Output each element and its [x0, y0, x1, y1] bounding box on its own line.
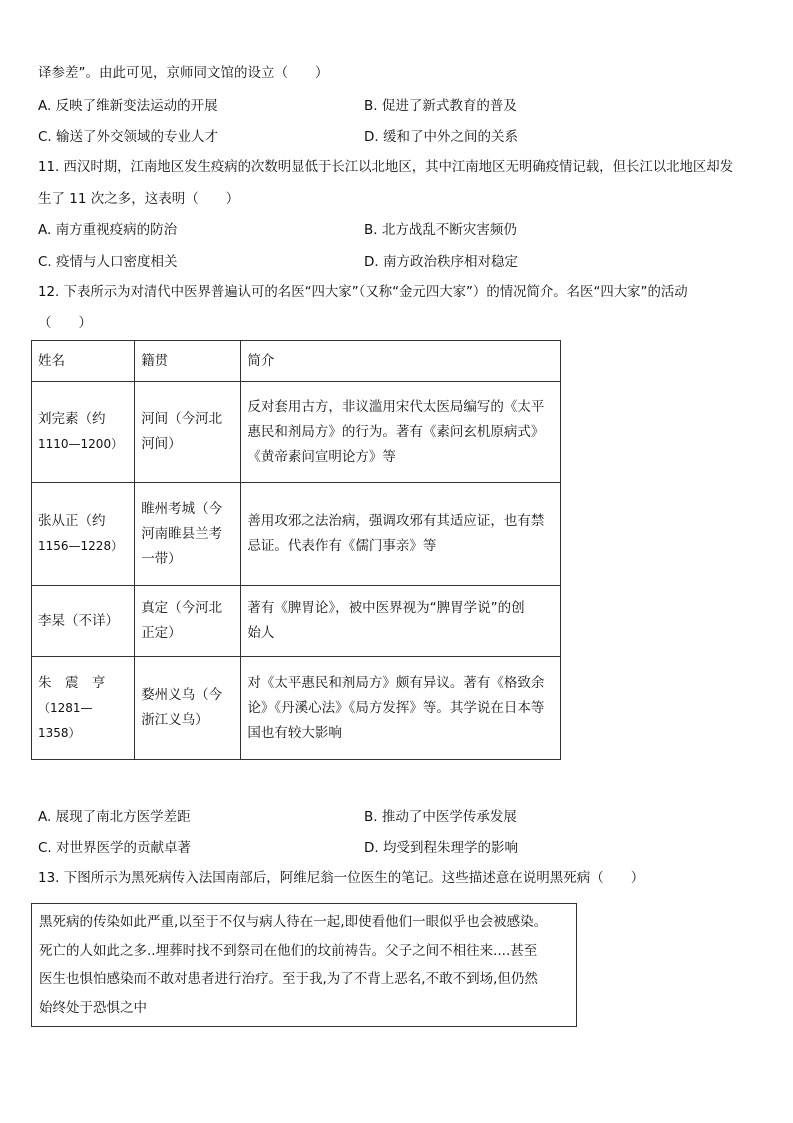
cell-intro [241, 586, 561, 657]
doctor-dates: 1156—1228） [38, 539, 124, 553]
origin-line: 正定） [141, 625, 182, 641]
q11-option-c: C. 疫情与人口密度相关 [38, 254, 178, 270]
intro-line: 著有《脾胃论》，被中医界视为“脾胃学说”的创 [247, 600, 525, 616]
quote-line: 始终处于恐惧之中 [39, 999, 147, 1016]
origin-line: 浙江义乌） [141, 712, 209, 728]
origin-line: 一带） [141, 550, 182, 567]
cell-name [32, 657, 135, 760]
cell-name [32, 483, 135, 586]
table-row [32, 586, 561, 657]
doctors-table [31, 340, 561, 760]
q12-stem-line1: 12. 下表所示为对清代中医界普遍认可的名医“四大家”（又称“金元四大家”）的情况简介。名医“四大家”的活动 [38, 285, 688, 300]
quote-line: 医生也惧怕感染而不敢对患者进行治疗。至于我,为了不背上恶名,不敢不到场,但仍然 [39, 971, 538, 987]
q11-option-b: B. 北方战乱不断灾害频仍 [364, 222, 517, 238]
doctor-name: 朱 震 亨 [38, 674, 106, 691]
origin-line: 河间） [141, 436, 182, 452]
q12-stem-line2: （ ） [38, 315, 92, 331]
header-name: 姓名 [32, 341, 135, 382]
q10-option-d: D. 缓和了中外之间的关系 [364, 129, 518, 145]
table-row [32, 483, 561, 586]
cell-name [32, 586, 135, 657]
doctor-dates: 1110—1200） [38, 437, 124, 451]
cell-origin [135, 382, 241, 483]
quote-line: 死亡的人如此之多..埋葬时找不到祭司在他们的坟前祷告。父子之间不相往来....甚至 [39, 942, 538, 959]
cell-intro [241, 483, 561, 586]
intro-line: 惠民和剂局方》的行为。著有《素问玄机原病式》 [247, 423, 545, 440]
doctor-name: 刘完素（约 [38, 411, 106, 427]
cell-origin [135, 657, 241, 760]
intro-line: 反对套用古方，非议滥用宋代太医局编写的《太平 [247, 398, 545, 415]
q10-option-c: C. 输送了外交领域的专业人才 [38, 129, 219, 145]
q12-option-c: C. 对世界医学的贡献卓著 [38, 840, 192, 856]
header-intro: 简介 [241, 341, 561, 382]
table-row [32, 657, 561, 760]
q12-option-d: D. 均受到程朱理学的影响 [364, 840, 518, 856]
q10-stem-tail: 译参差”。由此可见，京师同文馆的设立（ ） [38, 65, 329, 81]
q10-option-a: A. 反映了维新变法运动的开展 [38, 98, 218, 114]
doctor-name: 张从正（约 [38, 513, 106, 529]
quote-line: 黑死病的传染如此严重,以至于不仅与病人待在一起,即使看他们一眼似乎也会被感染。 [39, 914, 548, 930]
intro-line: 《黄帝素问宣明论方》等 [247, 448, 396, 465]
origin-line: 婺州义乌（今 [141, 687, 223, 703]
intro-line: 始人 [247, 625, 275, 641]
q11-stem-line2: 生了 11 次之多，这表明（ ） [38, 191, 240, 207]
origin-line: 河南睢县兰考 [141, 525, 223, 542]
q13-stem: 13. 下图所示为黑死病传入法国南部后，阿维尼翁一位医生的笔记。这些描述意在说明黑死病（ ） [38, 870, 645, 886]
q11-stem-line1: 11. 西汉时期，江南地区发生疫病的次数明显低于长江以北地区，其中江南地区无明确疫情记载，但长江以北地区却发 [38, 160, 734, 175]
doctor-name: 李杲（不详） [38, 612, 119, 629]
doctor-dates: （1281—1358） [38, 700, 93, 740]
intro-line: 忌证。代表作有《儒门事亲》等 [247, 538, 437, 554]
cell-intro [241, 657, 561, 760]
table-header-row [32, 341, 561, 382]
intro-line: 国也有较大影响 [247, 724, 342, 741]
cell-name [32, 382, 135, 483]
intro-line: 论》《丹溪心法》《局方发挥》等。其学说在日本等 [247, 699, 545, 716]
q11-option-a: A. 南方重视疫病的防治 [38, 222, 178, 238]
origin-line: 睢州考城（今 [141, 500, 223, 517]
table-row [32, 382, 561, 483]
physician-notes-box [31, 903, 577, 1027]
q10-option-b: B. 促进了新式教育的普及 [364, 98, 517, 114]
origin-line: 河间（今河北 [141, 411, 223, 427]
header-origin: 籍贯 [135, 341, 241, 382]
q12-option-a: A. 展现了南北方医学差距 [38, 809, 191, 825]
cell-origin [135, 483, 241, 586]
q12-option-b: B. 推动了中医学传承发展 [364, 809, 517, 825]
cell-origin [135, 586, 241, 657]
origin-line: 真定（今河北 [141, 600, 223, 616]
cell-intro [241, 382, 561, 483]
intro-line: 善用攻邪之法治病，强调攻邪有其适应证，也有禁 [247, 513, 545, 529]
q11-option-d: D. 南方政治秩序相对稳定 [364, 254, 518, 270]
intro-line: 对《太平惠民和剂局方》颇有异议。著有《格致余 [247, 674, 545, 691]
